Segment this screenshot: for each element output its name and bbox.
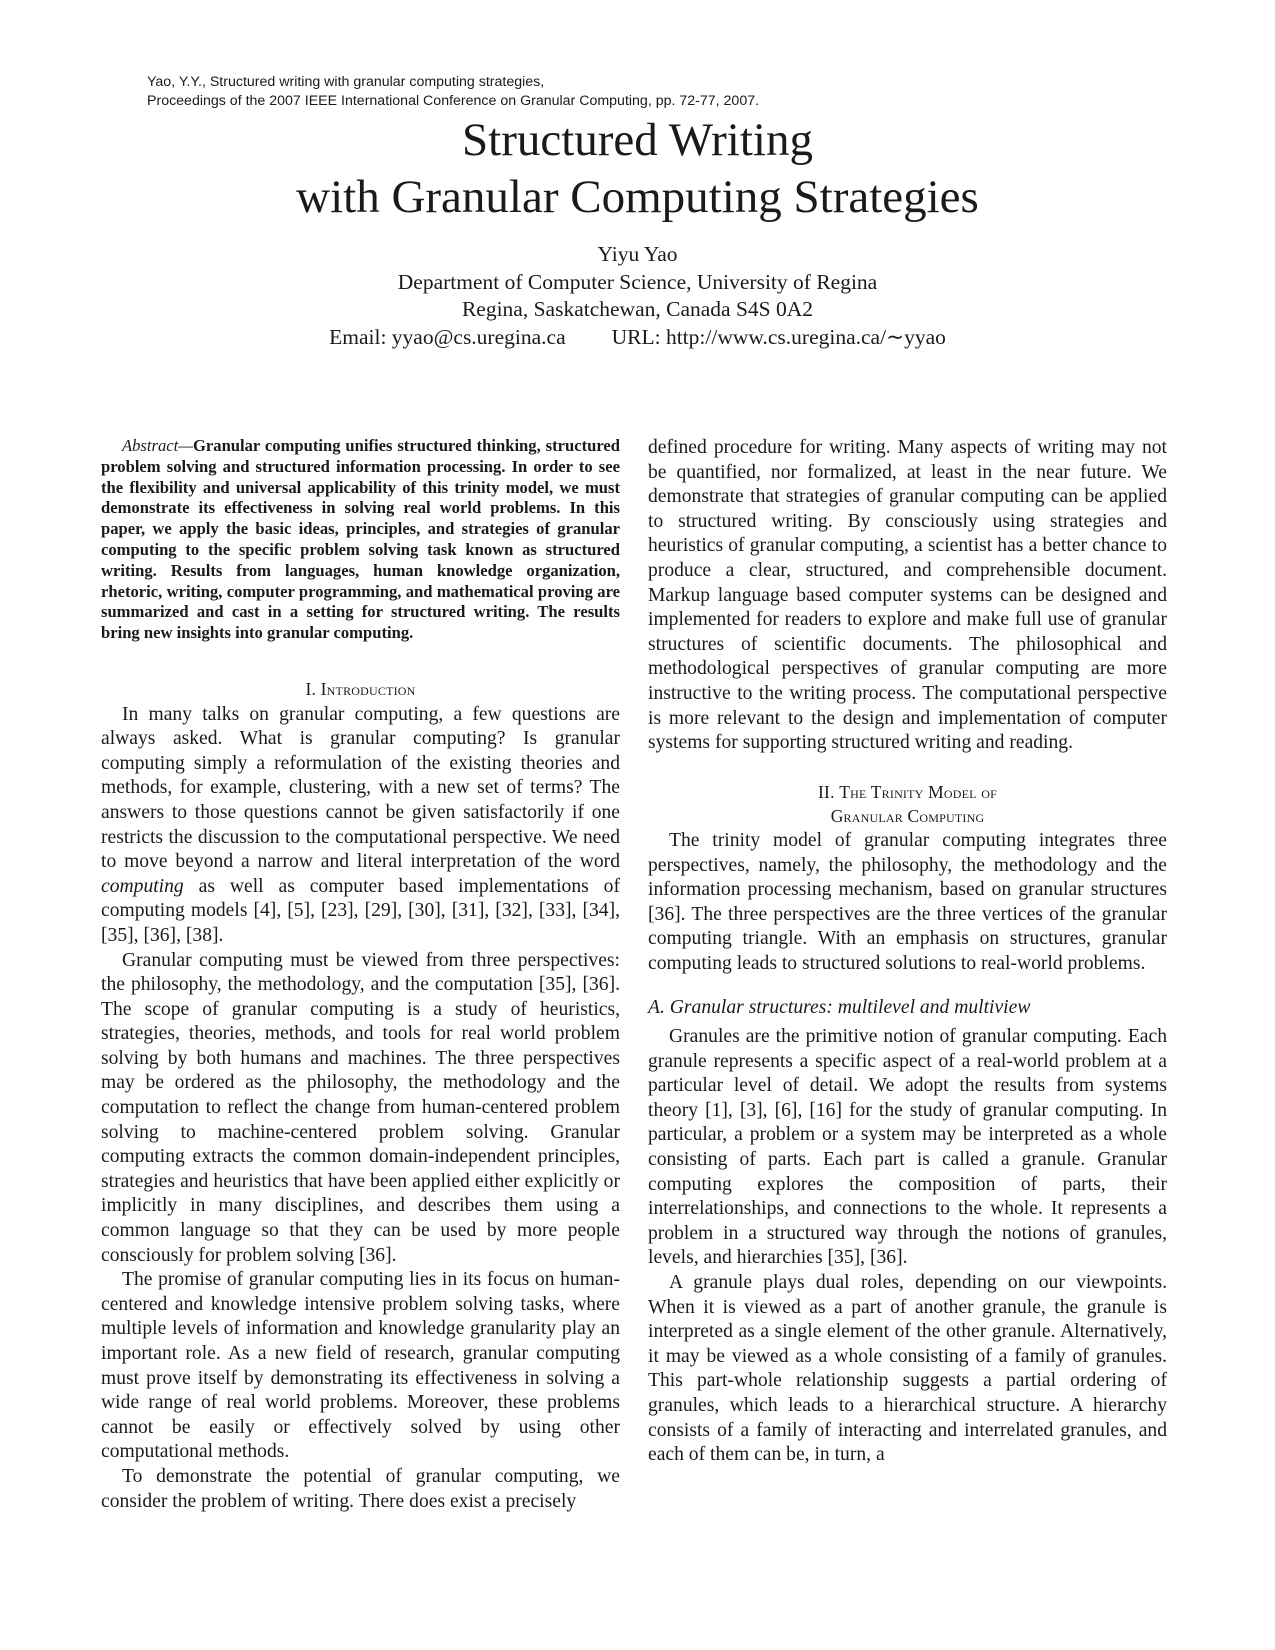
abstract-text: Granular computing unifies structured thinking, structured problem solving and structured information processing. In order to see the flexibility and universal applicability of this trinity model, we must demonstrate its effectiveness in solving real world problems. In this paper, we apply the basic ideas, principles, and strategies of granular computing to the specific problem solving task known as structured writing. Results from languages, human knowledge organization, rhetoric, writing, computer programming, and mathematical proving are summarized and cast in a setting for structured writing. The results bring new insights into granular computing.	[101, 436, 620, 643]
author-contact	[0, 324, 1275, 352]
paragraph-text: as well as computer based implementations of computing models [4], [5], [23], [29], [30], [31], [32], [33], [34], [35], [36], [38].	[101, 875, 620, 946]
author-location: Regina, Saskatchewan, Canada S4S 0A2	[461, 297, 814, 321]
paragraph-text: In many talks on granular computing, a few questions are always asked. What is granular computing? Is granular computing simply a reformulation of the existing theories and methods, for example, clustering, with a new set of terms? The answers to those questions cannot be given satisfactorily if one restricts the discussion to the computational perspective. We need to move beyond a narrow and literal interpretation of the word	[101, 703, 620, 873]
paragraph: To demonstrate the potential of granular computing, we consider the problem of writing. There does exist a precisely	[101, 1465, 620, 1512]
section-title-line-2: Granular Computing	[830, 806, 985, 827]
section-heading-trinity-model	[648, 780, 1167, 829]
left-column	[101, 436, 620, 1514]
citation-line-2: Proceedings of the 2007 IEEE International Conference on Granular Computing, pp. 72-77, 2007.	[147, 92, 760, 109]
paragraph: Granular computing must be viewed from three perspectives: the philosophy, the methodology, and the computation [35], [36]. The scope of granular computing is a study of heuristics, strategies, theories, methods, and tools for real world problem solving by both humans and machines. The three perspectives may be ordered as the philosophy, the methodology and the computation to reflect the change from human-centered problem solving to machine-centered problem solving. Granular computing extracts the common domain-independent principles, strategies and heuristics that have been applied either explicitly or implicitly in many disciplines, and describes them using a common language so that they can be used by more people consciously for problem solving [36].	[101, 949, 620, 1266]
paragraph	[101, 703, 620, 949]
author-department: Department of Computer Science, University of Regina	[397, 269, 878, 294]
citation-header	[147, 73, 759, 110]
author-email: Email: yyao@cs.uregina.ca	[329, 324, 566, 349]
author-url: URL: http://www.cs.uregina.ca/∼yyao	[611, 324, 946, 349]
paper-title-line-2: with Granular Computing Strategies	[296, 171, 979, 223]
author-block	[0, 241, 1275, 351]
paragraph: defined procedure for writing. Many aspects of writing may not be quantified, nor formalized, at least in the near future. We demonstrate that strategies of granular computing can be applied to structured writing. By consciously using strategies and heuristics of granular computing, a scientist has a better chance to produce a clear, structured, and comprehensible document. Markup language based computer systems can be designed and implemented for readers to explore and make full use of granular structures of scientific documents. The philosophical and methodological perspectives of granular computing are more instructive to the writing process. The computational perspective is more relevant to the design and implementation of computer systems for supporting structured writing and reading.	[648, 437, 1167, 754]
abstract	[101, 436, 620, 644]
section-number: I.	[305, 678, 321, 699]
section-title: Introduction	[320, 678, 416, 699]
paragraph: A granule plays dual roles, depending on our viewpoints. When it is viewed as a part of another granule, the granule is interpreted as a single element of the other granule. Alternatively, it may be viewed as a whole consisting of a family of granules. This part-whole relationship suggests a partial ordering of granules, which leads to a hierarchical structure. A hierarchy consists of a family of interacting and interrelated granules, and each of them can be, in turn, a	[648, 1272, 1167, 1466]
paragraph: The trinity model of granular computing integrates three perspectives, namely, the philosophy, the methodology and the information processing mechanism, based on granular structures [36]. The three perspectives are the three vertices of the granular computing triangle. With an emphasis on structures, granular computing leads to structured solutions to real-world problems.	[648, 829, 1167, 974]
paper-title-line-1: Structured Writing	[462, 114, 813, 166]
paragraph: The promise of granular computing lies in its focus on human-centered and knowledge intensive problem solving tasks, where multiple levels of information and knowledge granularity play an important role. As a new field of research, granular computing must prove itself by demonstrating its effectiveness in solving a wide range of real world problems. Moreover, these problems cannot be easily or effectively solved by using other computational methods.	[101, 1269, 620, 1463]
paper-title	[0, 112, 1275, 226]
emphasis-computing: computing	[101, 875, 184, 897]
section-number: II.	[818, 781, 840, 802]
section-title-line-1: The Trinity Model of	[839, 781, 997, 802]
abstract-lead: Abstract—	[122, 436, 193, 455]
section-heading-introduction	[101, 677, 620, 702]
right-column	[648, 436, 1167, 1468]
subsection-heading: A. Granular structures: multilevel and multiview	[648, 997, 1031, 1019]
citation-line-1: Yao, Y.Y., Structured writing with granular computing strategies,	[147, 74, 545, 90]
paragraph: Granules are the primitive notion of granular computing. Each granule represents a specific aspect of a real-world problem at a particular level of detail. We adopt the results from systems theory [1], [3], [6], [16] for the study of granular computing. In particular, a problem or a system may be interpreted as a whole consisting of parts. Each part is called a granule. Granular computing explores the composition of parts, their interrelationships, and connections to the whole. It represents a problem in a structured way through the notions of granules, levels, and hierarchies [35], [36].	[648, 1026, 1167, 1269]
author-name: Yiyu Yao	[597, 242, 678, 266]
